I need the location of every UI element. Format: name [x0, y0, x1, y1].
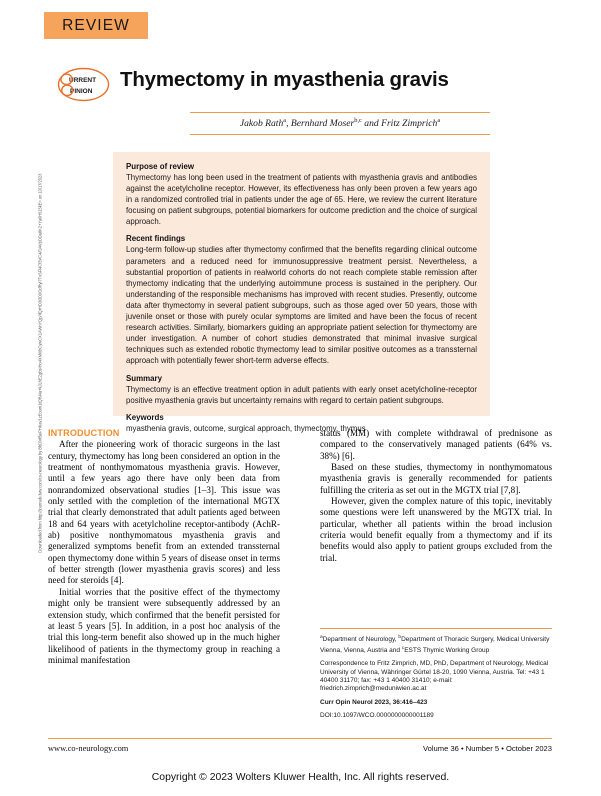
- footer-rule: [48, 738, 552, 739]
- current-opinion-logo-icon: [57, 67, 110, 102]
- affiliations-rule: [320, 628, 552, 629]
- doi: DOI:10.1097/WCO.0000000000001189: [320, 712, 434, 720]
- paragraph: Initial worries that the positive effect of the thymectomy might only be transient were subsequently addressed by an extension study, which confirmed that the benefit persisted for at least 5 years [5]. In addition, in a post hoc analysis of the trial this long-term benefit also showed up in the much higher likelihood of patients in the thymectomy group in reaching a minimal manifestation: [48, 586, 280, 665]
- affiliations-block: [320, 634, 552, 726]
- svg-text:PINION: PINION: [70, 88, 93, 95]
- review-banner: [44, 12, 148, 39]
- author-list: Jakob Rath$^a$, Bernhard Moser$^{b,c}$ and Fritz Zimprich$^a$: [239, 117, 441, 130]
- abstract-body: Thymectomy is an effective treatment option in adult patients with early onset acetylcholine-receptor positive myasthenia gravis but uncertainty remains with regard to certain patient subgroups.: [126, 384, 477, 405]
- journal-citation: Curr Opin Neurol 2023, 36:416–423: [320, 698, 428, 706]
- abstract-heading: Recent findings: [126, 234, 186, 244]
- download-watermark-text: Downloaded from http://journals.lww.com/co-neurology by BhDMf5ePHKav1zEoum1tQfN4a+kJLhEZgbsIHo4XMi0hCywCX1AWnYQp/IlQrHD3i3D0OdRyi7TvSFl4Cf3VC4/OAVpDDa8K2+Ya6H515kE= on 10/17/2023: [37, 173, 43, 553]
- body-column-right: [320, 428, 552, 564]
- authors-rule-top: [190, 112, 490, 113]
- journal-website[interactable]: www.co-neurology.com: [48, 744, 129, 753]
- paper-title: Thymectomy in myasthenia gravis: [120, 68, 449, 91]
- keywords-list: myasthenia gravis, outcome, surgical approach, thymectomy, thymus: [126, 423, 366, 433]
- abstract-section-purpose: [126, 162, 477, 227]
- review-banner-label: REVIEW: [62, 17, 130, 34]
- abstract-body: Long-term follow-up studies after thymectomy confirmed that the benefits regarding clinical outcome parameters and a reduced need for immunosuppressive treatment persist. Nevertheless, a substantial proportion of patients in realworld cohorts do not reach complete stable remission after thymectomy indicating that the underlying autoimmune process is sustained in the periphery. Our understanding of the responsible mechanisms has improved with recent studies. Presently, outcome data after thymectomy in several patient subgroups, such as those aged over 50 years, those with juvenile onset or those with purely ocular symptoms are limited and have been the focus of recent research activities. Similarly, biomarkers guiding an appropriate patient selection for thymectomy are under investigation. A number of cohort studies demonstrated that minimal invasive surgical techniques such as extended robotic thymectomy lead to similar positive outcomes as a transsternal approach with potentially fewer short-term adverse effects.: [126, 245, 477, 366]
- abstract-body: Thymectomy has long been used in the treatment of patients with myasthenia gravis and antibodies against the acetylcholine receptor. However, its effectiveness has only been proven a few years ago in a randomized controlled trial in patients under the age of 65. Here, we review the current literature focusing on patient subgroups, potential biomarkers for outcome prediction and the choice of surgical approach.: [126, 173, 477, 227]
- correspondence-details: Correspondence to Fritz Zimprich, MD, PhD, Department of Neurology, Medical University of Vienna, Währinger Gürtel 18-20, 1090 Vienna, Austria. Tel: +43 1 40400 31170; fax: +43 1 40400 31410; e-mail: friedrich.zimprich@meduniwien.ac.at: [320, 660, 549, 693]
- authors-rule-bottom: [190, 134, 490, 135]
- abstract-section-recent-findings: [126, 234, 477, 366]
- copyright-notice: Copyright © 2023 Wolters Kluwer Health, Inc. All rights reserved.: [151, 772, 450, 783]
- section-heading-introduction: INTRODUCTION: [48, 428, 120, 438]
- paragraph: After the pioneering work of thoracic surgeons in the last century, thymectomy has long been considered an option in the treatment of nonthymomatous myasthenia gravis. However, until a few years ago there have only been data from nonrandomized observational studies [1–3]. This issue was only settled with the completion of the international MGTX trial that clearly demonstrated that adult patients aged between 18 and 64 years with acetylcholine receptor-antibody (AchR-ab) positive nonthymomatous myasthenia gravis and generalized symptoms benefit from an extended transsternal open thymectomy done within 5 years of disease onset in terms of better strength (lower myasthenia gravis scores) and less need for steroids [4].: [48, 439, 280, 586]
- abstract-section-summary: [126, 374, 477, 406]
- issue-info: Volume 36 • Number 5 • October 2023: [423, 744, 552, 753]
- paragraph: However, given the complex nature of this topic, inevitably some questions were left unanswered by the MGTX trial. In particular, whether all patients within the broad inclusion criteria would benefit equally from a thymectomy and if its benefits would also apply to patient groups excluded from the trial.: [320, 496, 552, 563]
- paragraph: Based on these studies, thymectomy in nonthymomatous myasthenia gravis is generally recommended for patients fulfilling the criteria as set out in the MGTX trial [7,8].: [320, 462, 552, 495]
- download-watermark: [0, 0, 43, 796]
- abstract-heading: Keywords: [126, 412, 164, 422]
- affiliation-departments: $^a$Department of Neurology, $^b$Department of Thoracic Surgery, Medical University Vienna, Vienna, Austria and $^c$ESTS Thymic Working Group: [320, 635, 550, 654]
- abstract-heading: Purpose of review: [126, 162, 194, 171]
- svg-text:URRENT: URRENT: [69, 77, 97, 84]
- body-column-left: [48, 428, 280, 666]
- abstract-heading: Summary: [126, 373, 162, 383]
- paragraph: status (MM) with complete withdrawal of prednisone as compared to the conservatively managed patients (64% vs. 38%) [6].: [320, 428, 552, 461]
- abstract-box: [113, 152, 490, 433]
